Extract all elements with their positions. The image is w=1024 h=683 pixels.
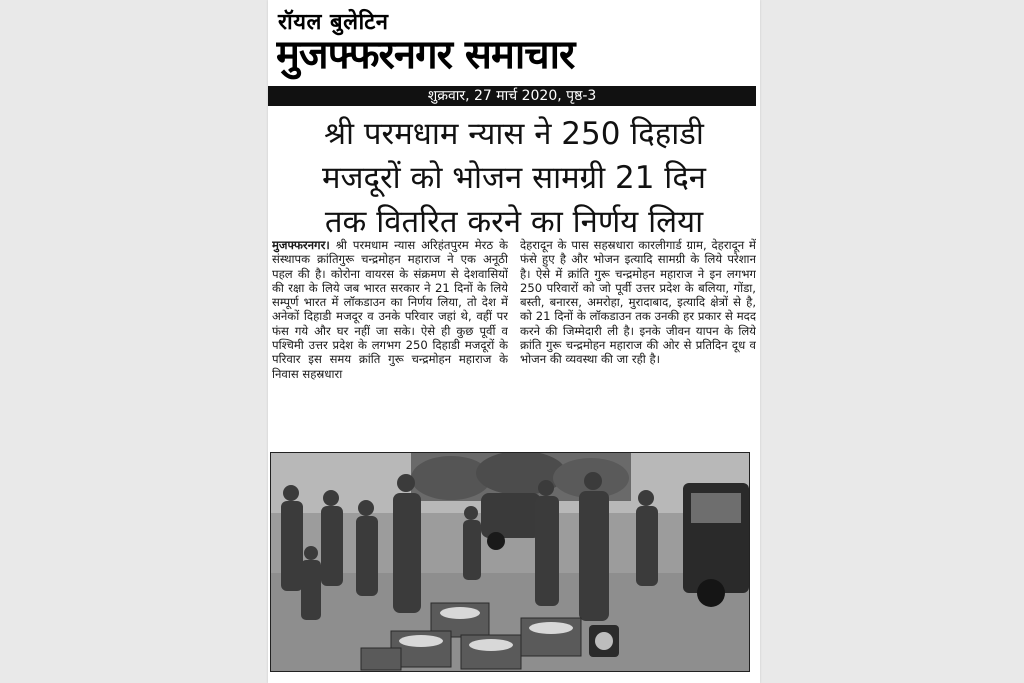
photo-illustration bbox=[271, 453, 749, 671]
article-column-1 bbox=[272, 238, 508, 446]
headline-line-3: तक वितरित करने का निर्णय लिया bbox=[324, 204, 704, 240]
headline bbox=[272, 112, 756, 244]
article-column-1-text: श्री परमधाम न्यास अरिहंतपुरम मेरठ के संस्थापक क्रांतिगुरू चन्द्रमोहन महाराज ने एक अनूठी पहल की है। कोरोना वायरस के संक्रमण से देशवासियों की रक्षा के लिये जब भारत सरकार ने 21 दिनों के लिये सम्पूर्ण भारत में लॉकडाउन का निर्णय लिया, तो देश में अनेकों दिहाडी मजदूर व उनके परिवार जहां थे, वहीं पर फंस गये और घर नहीं जा सके। ऐसे ही कुछ पूर्वी व पश्चिमी उत्तर प्रदेश के लगभग 250 दिहाडी मजदूरों के परिवार इस समय क्रांति गुरू चन्द्रमोहन महाराज के निवास सहस्रधारा bbox=[272, 238, 508, 381]
article-column-2-text: देहरादून के पास सहस्रधारा कारलीगार्ड ग्राम, देहरादून में फंसे हुए है और भोजन इत्यादि सामग्री के लिये परेशान है। ऐसे में क्रांति गुरू चन्द्रमोहन महाराज ने इन लगभग 250 परिवारों को जो पूर्वी उत्तर प्रदेश के बलिया, गोंडा, बस्ती, बनारस, अमरोहा, मुरादाबाद, इत्यादि क्षेत्रों से है, को 21 दिनों के लॉकडाउन तक उनकी हर प्रकार से मदद करने की जिम्मेदारी ली है। इनके जीवन यापन के लिये क्रांति गुरू चन्द्रमोहन महाराज की ओर से प्रतिदिन दूध व भोजन की व्यवस्था की जा रही है। bbox=[520, 238, 756, 367]
masthead-title: मुजफ्फरनगर समाचार bbox=[276, 32, 575, 78]
headline-line-1: श्री परमधाम न्यास ने 250 दिहाडी bbox=[324, 116, 704, 152]
article-column-2 bbox=[520, 238, 756, 446]
dateline-bar: शुक्रवार, 27 मार्च 2020, पृष्ठ-3 bbox=[268, 86, 756, 106]
masthead-top: रॉयल बुलेटिन bbox=[278, 10, 389, 35]
article-body bbox=[272, 238, 756, 446]
headline-line-2: मजदूरों को भोजन सामग्री 21 दिन bbox=[321, 160, 707, 196]
article-lead: मुजफ्फरनगर। bbox=[272, 238, 330, 252]
newspaper-clipping bbox=[268, 0, 760, 683]
news-photo bbox=[270, 452, 750, 672]
